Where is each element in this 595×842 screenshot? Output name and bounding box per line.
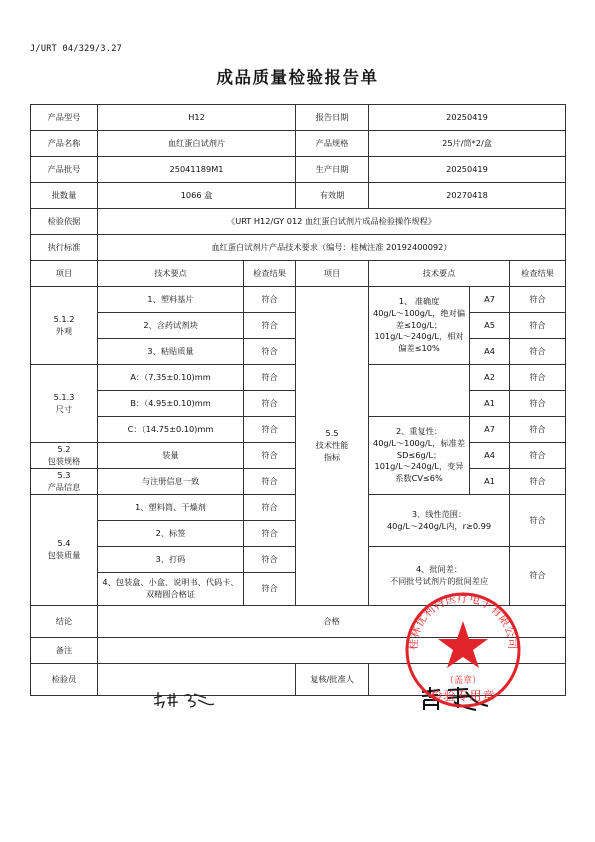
- model-label: 产品型号: [31, 105, 98, 131]
- svg-text:（盖章）: （盖章）: [444, 676, 482, 686]
- standard-label: 执行标准: [31, 235, 98, 261]
- name-value: 血红蛋白试剂片: [98, 131, 296, 157]
- accuracy-spec: 1、 准确度 40g/L～100g/L，绝对偏差≤10g/L； 101g/L～240g/L，相对偏差≤10%: [369, 287, 470, 365]
- check-result: 符合: [244, 521, 296, 547]
- interbatch-result: 符合: [510, 547, 566, 606]
- standard-value: 血红蛋白试剂片产品技术要求（编号：桂械注准 20192400092）: [98, 235, 566, 261]
- check-point: 1、塑料筒、干燥剂: [98, 495, 244, 521]
- header-item-right: 项目: [296, 261, 369, 287]
- check-result: 符合: [244, 573, 296, 606]
- inspection-seal: [398, 585, 528, 715]
- check-point: B：（4.95±0.10)mm: [98, 391, 244, 417]
- model-value: H12: [98, 105, 296, 131]
- info-row-basis: [31, 209, 566, 235]
- report-title: 成品质量检验报告单: [216, 68, 379, 87]
- group-package-spec: 5.2 包装规格: [31, 443, 98, 469]
- check-point: 2、标签: [98, 521, 244, 547]
- batch-code: A4: [470, 443, 510, 469]
- check-point: 2、含药试剂块: [98, 313, 244, 339]
- info-row-model: [31, 105, 566, 131]
- info-row-name: [31, 131, 566, 157]
- check-point: A：（7.35±0.10)mm: [98, 365, 244, 391]
- info-row-standard: [31, 235, 566, 261]
- check-result: 符合: [244, 443, 296, 469]
- check-result: 符合: [510, 339, 566, 365]
- info-row-quantity: [31, 183, 566, 209]
- batch-value: 25041189M1: [98, 157, 296, 183]
- check-result: 符合: [244, 469, 296, 495]
- report-date-value: 20250419: [369, 105, 566, 131]
- check-point: C：（14.75±0.10)mm: [98, 417, 244, 443]
- header-item: 项目: [31, 261, 98, 287]
- check-result: 符合: [244, 287, 296, 313]
- expiry-label: 有效期: [296, 183, 369, 209]
- check-point: 3、打码: [98, 547, 244, 573]
- remark-label: 备注: [31, 638, 98, 664]
- basis-label: 检验依据: [31, 209, 98, 235]
- group-product-info: 5.3 产品信息: [31, 469, 98, 495]
- reviewer-label: 复核/批准人: [296, 664, 369, 696]
- inspector-signature: [150, 688, 220, 712]
- check-result: 符合: [510, 365, 566, 391]
- linearity-result: 符合: [510, 495, 566, 547]
- check-point: 与注册信息一致: [98, 469, 244, 495]
- inspector-label: 检验员: [31, 664, 98, 696]
- check-result: 符合: [510, 417, 566, 443]
- batch-code: A7: [470, 287, 510, 313]
- repeatability-spec: 2、重复性： 40g/L～100g/L，标准差SD≤6g/L； 101g/L～240g/L，变异系数CV≤6%: [369, 417, 470, 495]
- check-point: 1、塑料基片: [98, 287, 244, 313]
- check-result: 符合: [244, 339, 296, 365]
- batch-code: A5: [470, 313, 510, 339]
- check-result: 符合: [244, 365, 296, 391]
- batch-code: A1: [470, 391, 510, 417]
- table-row: [31, 287, 566, 313]
- batch-code: A1: [470, 469, 510, 495]
- check-point: 4、包装盒、小盒、说明书、代码卡、双精圆合格证: [98, 573, 244, 606]
- name-label: 产品名称: [31, 131, 98, 157]
- check-result: 符合: [510, 391, 566, 417]
- check-result: 符合: [510, 443, 566, 469]
- batch-code: A2: [470, 365, 510, 391]
- spec-value: 25片/筒*2/盒: [369, 131, 566, 157]
- check-result: 符合: [244, 547, 296, 573]
- prod-date-label: 生产日期: [296, 157, 369, 183]
- check-result: 符合: [510, 469, 566, 495]
- header-result: 检查结果: [244, 261, 296, 287]
- accuracy-spec-cont: [369, 365, 470, 417]
- conclusion-value: 合格: [98, 606, 566, 638]
- quantity-label: 批数量: [31, 183, 98, 209]
- info-row-batch: [31, 157, 566, 183]
- check-point: 装量: [98, 443, 244, 469]
- check-result: 符合: [244, 391, 296, 417]
- check-result: 符合: [244, 495, 296, 521]
- document-number: J/URT 04/329/3.27: [30, 44, 123, 54]
- header-points-right: 技术要点: [369, 261, 510, 287]
- header-result-right: 检查结果: [510, 261, 566, 287]
- check-result: 符合: [244, 313, 296, 339]
- seal-star-icon: [438, 621, 488, 668]
- conclusion-label: 结论: [31, 606, 98, 638]
- prod-date-value: 20250419: [369, 157, 566, 183]
- check-result: 符合: [510, 313, 566, 339]
- check-point: 3、粘贴质量: [98, 339, 244, 365]
- svg-text:检验专用章: 检验专用章: [430, 689, 496, 703]
- group-performance: 5.5 技术性能 指标: [296, 287, 369, 606]
- basis-value: 《URT H12/GY 012 血红蛋白试剂片成品检验操作规程》: [98, 209, 566, 235]
- batch-code: A7: [470, 417, 510, 443]
- quantity-value: 1066 盒: [98, 183, 296, 209]
- svg-text:桂林优利特医疗电子有限公司: 桂林优利特医疗电子有限公司: [406, 591, 520, 651]
- expiry-value: 20270418: [369, 183, 566, 209]
- group-appearance: 5.1.2 外观: [31, 287, 98, 365]
- batch-label: 产品批号: [31, 157, 98, 183]
- check-result: 符合: [244, 417, 296, 443]
- group-size: 5.1.3 尺寸: [31, 365, 98, 443]
- column-header-row: [31, 261, 566, 287]
- group-package-quality: 5.4 包装质量: [31, 495, 98, 606]
- report-date-label: 报告日期: [296, 105, 369, 131]
- header-points: 技术要点: [98, 261, 244, 287]
- linearity-spec: 3、线性范围： 40g/L～240g/L内，r≥0.99: [369, 495, 510, 547]
- spec-label: 产品规格: [296, 131, 369, 157]
- interbatch-spec: 4、批间差： 不同批号试剂片的批间差应: [369, 547, 510, 606]
- batch-code: A4: [470, 339, 510, 365]
- check-result: 符合: [510, 287, 566, 313]
